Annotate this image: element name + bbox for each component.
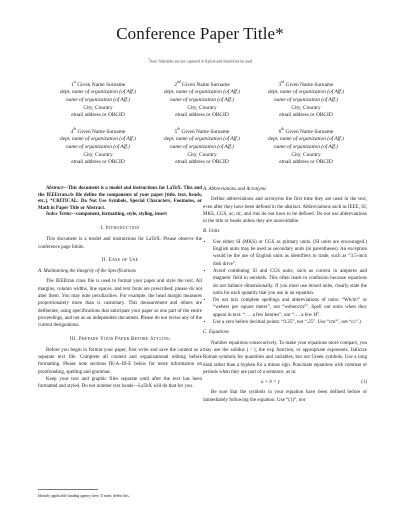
author-block-3: 3rd Given Name Surname dept. name of organization (of Aff.) name of organization (of Aff.) City, Country email address or ORCID [268,80,344,119]
section-heading-prepare: III. Prepare Your Paper Before Styling [69,336,171,342]
author-block-2: 2nd Given Name Surname dept. name of organization (of Aff.) name of organization (of Aff.) City, Country email address or ORCID [164,80,240,119]
section-heading-ease-of-use: II. Ease of Use [101,257,139,263]
equation-number: (1) [361,380,367,386]
footnote-rule [38,489,98,490]
abstract: Abstract—This document is a model and instructions for LaTeX. This and the IEEEtran.cls file define the components of your paper [title, text, heads, etc.]. *CRITICAL: Do Not Use Symbols, Special Characters, Footnotes, or Math in Paper Title or Abstract. [38,186,202,211]
integrity-text: The IEEEtran class file is used to format your paper and style the text. All margins, column widths, line spaces, and text fonts are prescribed; please do not alter them. You may note peculiarities. For example, the head margin measures proportionately more than is customary. This measurement and others are deliberate, using specifications that anticipate your paper as one part of the entire proceedings, and not as an independent document. Please do not revise any of the current designations. [38,279,202,329]
units-list [203,239,367,327]
left-column [38,186,202,391]
list-item: • Use a zero before decimal points: “0.25”, not “.25”. Use “cm³”, not “cc”.) [213,319,367,326]
subsection-heading-units: B. Units [203,229,220,235]
prepare-text-2: Keep your text and graphic files separate until after the text has been formatted and styled. Do not number text heads—LaTeX will do that for you. [38,377,202,390]
section-heading-introduction: I. Introduction [100,225,140,231]
equation-1 [203,379,367,386]
author-block-5: 5th Given Name Surname dept. name of organization (of Aff.) name of organization (of Aff.) City, Country email address or ORCID [164,127,240,166]
list-item: • Use either SI (MKS) or CGS as primary units. (SI units are encouraged.) English units may be used as secondary units (in parentheses). An exception would be the use of English units as identifiers in trade, such as “3.5-inch disk drive”. [213,239,367,268]
equations-text-2: Be sure that the symbols in your equation have been defined before or immediately following the equation. Use “(1)”, not [203,390,367,403]
index-terms: Index Terms—component, formatting, style, styling, insert [46,212,167,218]
introduction-text: This document is a model and instructions for LaTeX. Please observe the conference page limits. [38,237,202,250]
author-block-4: 4th Given Name Surname dept. name of organization (of Aff.) name of organization (of Aff.) City, Country email address or ORCID [60,127,136,166]
paper-title: Conference Paper Title* [116,24,284,43]
author-block-6: 6th Given Name Surname dept. name of organization (of Aff.) name of organization (of Aff.) City, Country email address or ORCID [268,127,344,166]
prepare-text-1: Before you begin to format your paper, first write and save the content as a separate text file. Complete all content and organizational editing before formatting. Please note sections III-A–III-E below for more information on proofreading, spelling and grammar. [38,347,202,375]
abbreviations-text: Define abbreviations and acronyms the first time they are used in the text, even after they have been defined in the abstract. Abbreviations such as IEEE, SI, MKS, CGS, ac, dc, and rms do not have to be defined. Do not use abbreviations in the title or heads unless they are unavoidable. [203,197,367,225]
right-column [203,186,367,404]
list-item: • Do not mix complete spellings and abbreviations of units: “Wb/m²” or “webers per square meter”, not “webers/m²”. Spell out units when they appear in text: “. . . a few henries”, not “. . . a few H”. [213,297,367,319]
list-item: • Avoid combining SI and CGS units, such as current in amperes and magnetic field in oersteds. This often leads to confusion because equations do not balance dimensionally. If you must use mixed units, clearly state the units for each quantity that you use in an equation. [213,268,367,297]
equation-expression: a + b = γ [261,380,280,386]
author-block-1: 1st Given Name Surname dept. name of organization (of Aff.) name of organization (of Aff.) City, Country email address or ORCID [60,80,136,119]
subsection-heading-abbreviations: A. Abbreviations and Acronyms [203,187,267,192]
subsection-heading-integrity: A. Maintaining the Integrity of the Specifications [38,269,136,275]
subtitle-note: *Note: Sub-titles are not captured in Xplore and should not be used [147,57,253,64]
subsection-heading-equations: C. Equations [203,330,230,336]
funding-footnote: Identify applicable funding agency here. If none, delete this. [38,494,130,498]
equations-text: Number equations consecutively. To make your equations more compact, you may use the solidus ( / ), the exp function, or appropriate exponents. Italicize Roman symbols for quantities and variables, but not Greek symbols. Use a long dash rather than a hyphen for a minus sign. Punctuate equations with commas or periods when they are part of a sentence, as in: [203,340,367,375]
